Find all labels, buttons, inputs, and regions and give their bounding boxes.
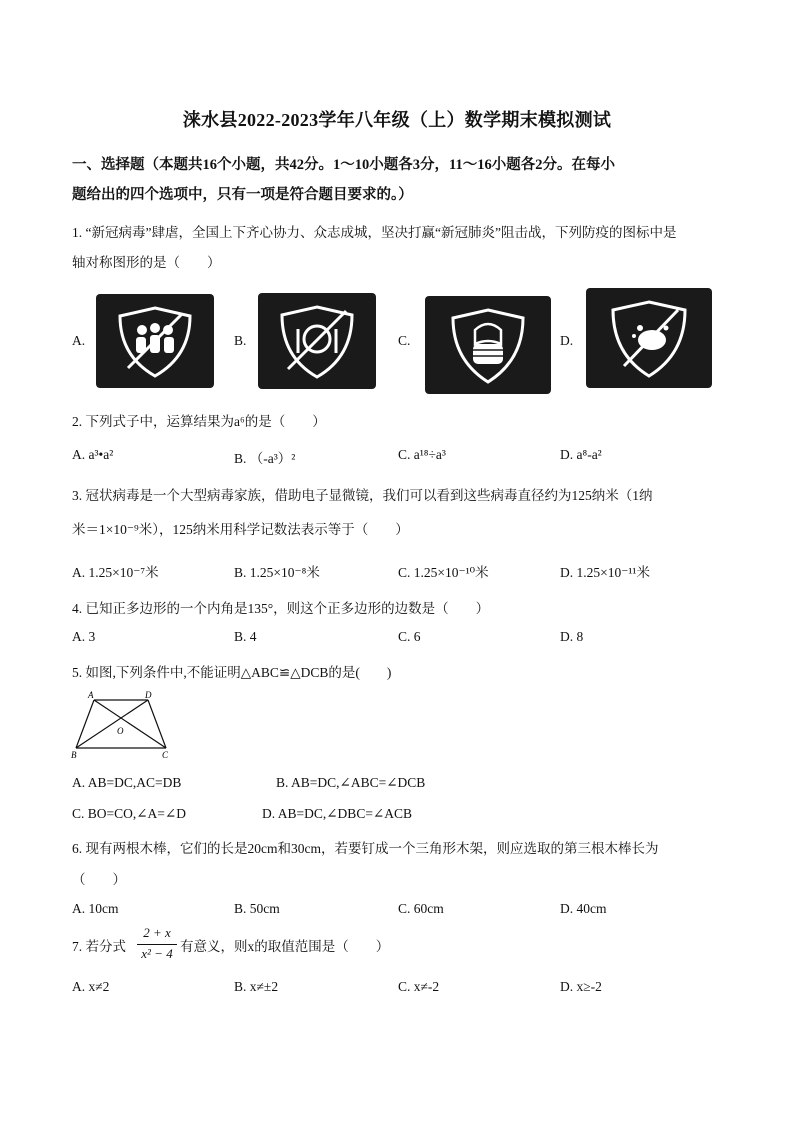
q3-option-c: C. 1.25×10⁻¹⁰米 xyxy=(398,565,489,580)
q4-option-c: C. 6 xyxy=(398,629,421,644)
q3-option-a: A. 1.25×10⁻⁷米 xyxy=(72,565,159,580)
q7-option-a: A. x≠2 xyxy=(72,979,110,994)
q2-stem: 2. 下列式子中，运算结果为a⁶的是（ ） xyxy=(72,414,326,429)
q5-option-b: B. AB=DC,∠ABC=∠DCB xyxy=(276,775,426,790)
q5-option-a: A. AB=DC,AC=DB xyxy=(72,775,182,790)
q5-trapezoid-figure xyxy=(68,690,178,762)
figure-label-o: O xyxy=(117,726,124,736)
q3-stem-line2: 米＝1×10⁻⁹米），125纳米用科学记数法表示等于（ ） xyxy=(72,522,409,537)
q5-option-c: C. BO=CO,∠A=∠D xyxy=(72,806,186,821)
q6-option-a: A. 10cm xyxy=(72,901,119,916)
q4-stem: 4. 已知正多边形的一个内角是135°，则这个正多边形的边数是（ ） xyxy=(72,601,490,616)
q7-fraction-numerator: 2 + x xyxy=(143,925,171,940)
q2-option-d: D. a⁸-a² xyxy=(560,447,602,462)
q5-stem: 5. 如图,下列条件中,不能证明△ABC≌△DCB的是( ) xyxy=(72,665,392,680)
q7-stem-prefix: 7. 若分式 xyxy=(72,939,126,954)
q7-option-d: D. x≥-2 xyxy=(560,979,602,994)
q3-stem-line1: 3. 冠状病毒是一个大型病毒家族，借助电子显微镜，我们可以看到这些病毒直径约为125纳米（1纳 xyxy=(72,488,653,503)
q6-stem-line1: 6. 现有两根木棒，它们的长是20cm和30cm，若要钉成一个三角形木架，则应选取的第三根木棒长为 xyxy=(72,841,659,856)
q1-stem-line1: 1. “新冠病毒”肆虐，全国上下齐心协力、众志成城，坚决打赢“新冠肺炎”阻击战，下列防疫的图标中是 xyxy=(72,225,677,240)
q2-option-b: B. （-a³）² xyxy=(234,451,296,466)
q2-option-c: C. a¹⁸÷a³ xyxy=(398,447,446,462)
q7-stem-suffix: 有意义，则x的取值范围是（ ） xyxy=(180,939,390,954)
section-heading-line2: 题给出的四个选项中，只有一项是符合题目要求的。） xyxy=(72,187,413,203)
q4-option-d: D. 8 xyxy=(560,629,584,644)
q1-option-d-label: D. xyxy=(560,333,574,348)
figure-label-c: C xyxy=(162,750,169,760)
page-title: 涞水县2022-2023学年八年级（上）数学期末模拟测试 xyxy=(182,110,612,130)
q3-option-b: B. 1.25×10⁻⁸米 xyxy=(234,565,320,580)
q1-option-c-label: C. xyxy=(398,333,411,348)
q7-fraction-denominator: x² − 4 xyxy=(141,946,173,961)
figure-label-b: B xyxy=(71,750,77,760)
q3-option-d: D. 1.25×10⁻¹¹米 xyxy=(560,565,650,580)
no-gathering-shield-icon xyxy=(258,293,376,389)
q7-fraction-bar xyxy=(137,944,177,945)
figure-label-d: D xyxy=(145,690,152,700)
mask-shield-icon xyxy=(425,296,551,394)
q4-option-a: A. 3 xyxy=(72,629,96,644)
q5-option-d: D. AB=DC,∠DBC=∠ACB xyxy=(262,806,413,821)
q7-option-c: C. x≠-2 xyxy=(398,979,440,994)
q2-option-a: A. a³•a² xyxy=(72,447,114,462)
q6-stem-line2: （ ） xyxy=(72,872,126,887)
section-heading-line1: 一、选择题（本题共16个小题，共42分。1～10小题各3分，11～16小题各2分。在每小 xyxy=(72,157,615,173)
handwash-shield-icon xyxy=(586,288,712,388)
figure-label-a: A xyxy=(88,690,94,700)
crowd-shield-icon xyxy=(96,294,214,388)
q6-option-c: C. 60cm xyxy=(398,901,444,916)
q1-stem-line2: 轴对称图形的是（ ） xyxy=(72,255,221,270)
q1-option-a-label: A. xyxy=(72,333,86,348)
q4-option-b: B. 4 xyxy=(234,629,257,644)
q6-option-b: B. 50cm xyxy=(234,901,280,916)
q6-option-d: D. 40cm xyxy=(560,901,607,916)
q1-option-b-label: B. xyxy=(234,333,247,348)
q7-option-b: B. x≠±2 xyxy=(234,979,279,994)
